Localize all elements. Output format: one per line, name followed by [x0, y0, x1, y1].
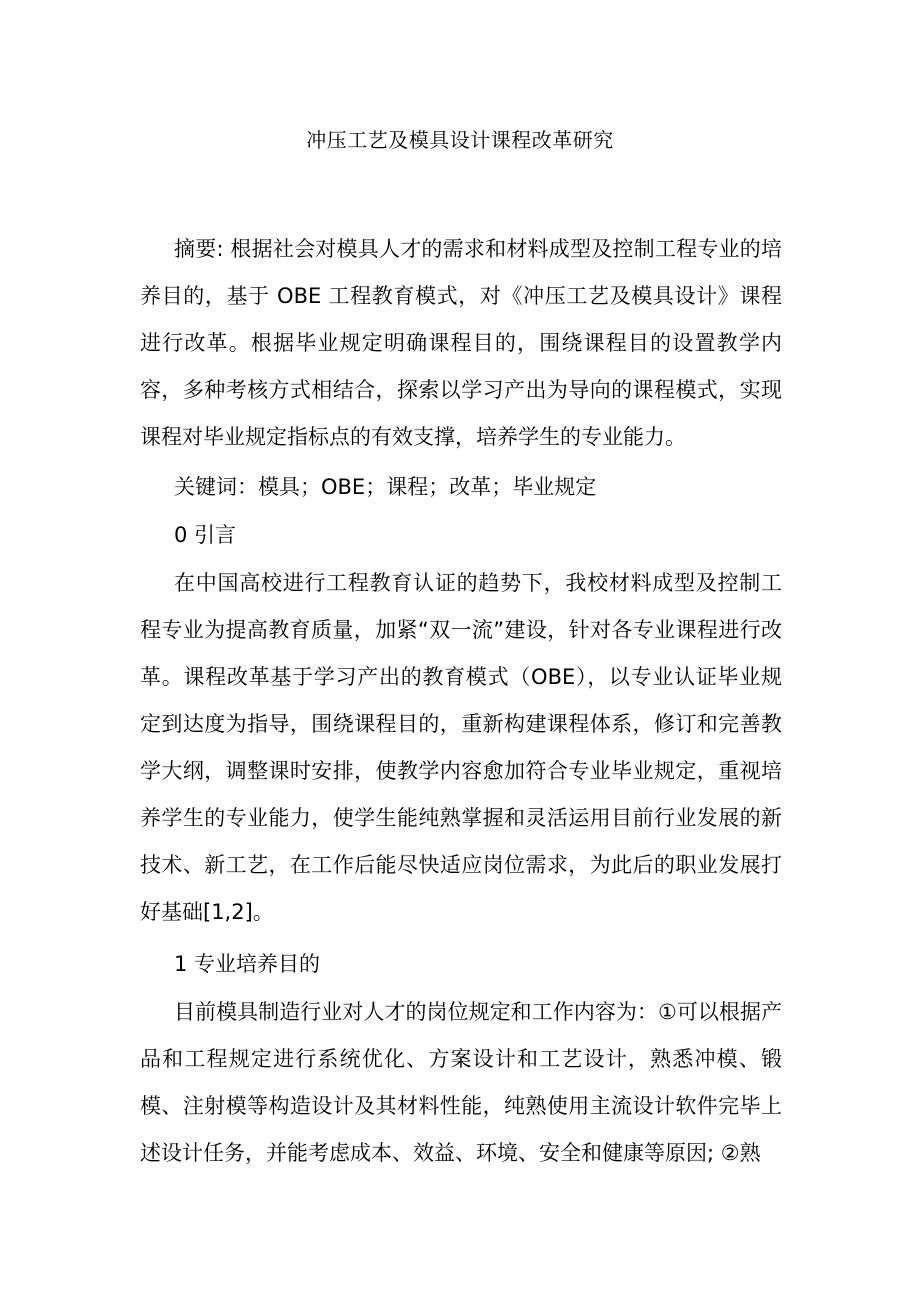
- section-heading-training-purpose: 1 专业培养目的: [174, 952, 321, 976]
- document-title: 冲压工艺及模具设计课程改革研究: [306, 128, 614, 152]
- keywords-line: 关键词：模具；OBE；课程；改革；毕业规定: [174, 475, 597, 499]
- training-purpose-paragraph: 目前模具制造行业对人才的岗位规定和工作内容为：①可以根据产品和工程规定进行系统优化、方案设计和工艺设计，熟悉冲模、锻模、注射模等构造设计及其材料性能，纯熟使用主流设计软件完毕上述设计任务，并能考虑成本、效益、环境、安全和健康等原因; ②熟: [140, 1000, 782, 1165]
- section-heading-introduction: 0 引言: [174, 523, 237, 547]
- abstract-paragraph: 摘要: 根据社会对模具人才的需求和材料成型及控制工程专业的培养目的，基于 OBE 工程教育模式，对《冲压工艺及模具设计》课程进行改革。根据毕业规定明确课程目的，围绕课程目的设置教学内容，多种考核方式相结合，探索以学习产出为导向的课程模式，实现课程对毕业规定指标点的有效支撑，培养学生的专业能力。: [140, 237, 782, 449]
- introduction-paragraph: 在中国高校进行工程教育认证的趋势下，我校材料成型及控制工程专业为提高教育质量，加紧“双一流”建设，针对各专业课程进行改革。课程改革基于学习产出的教育模式（OBE），以专业认证毕业规定到达度为指导，围绕课程目的，重新构建课程体系，修订和完善教学大纲，调整课时安排，使教学内容愈加符合专业毕业规定，重视培养学生的专业能力，使学生能纯熟掌握和灵活运用目前行业发展的新技术、新工艺，在工作后能尽快适应岗位需求，为此后的职业发展打好基础[1,2]。: [140, 571, 782, 924]
